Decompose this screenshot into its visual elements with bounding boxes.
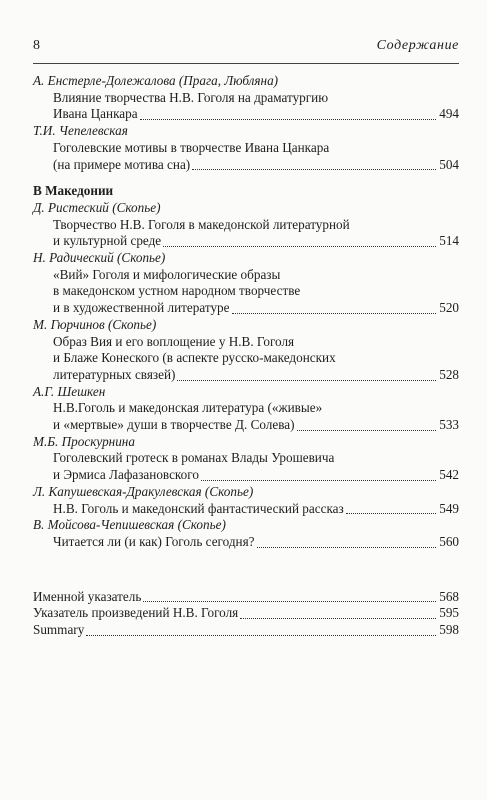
dot-leader <box>192 169 436 170</box>
running-header <box>33 38 459 60</box>
toc-entry-title <box>53 90 459 123</box>
running-title: Содержание <box>376 38 459 53</box>
toc-entry-title <box>53 140 459 173</box>
toc-entry-title <box>53 267 459 317</box>
toc-title-line: Ивана Цанкара <box>53 106 138 122</box>
dot-leader <box>140 119 437 120</box>
toc-page-number: 514 <box>439 233 459 249</box>
toc-title-line: в македонском устном народном творчестве <box>53 283 301 299</box>
back-matter-item <box>33 605 459 622</box>
section-heading: В Македонии <box>33 183 114 199</box>
dot-leader <box>297 430 437 431</box>
toc-title-line: Образ Вия и его воплощение у Н.В. Гоголя <box>53 333 295 349</box>
toc-entry-title <box>53 217 459 250</box>
header-rule <box>33 63 459 64</box>
toc-content <box>33 73 459 639</box>
toc-last-line <box>53 233 459 250</box>
toc-title-line: Н.В. Гоголь и македонский фантастический рассказ <box>53 500 344 516</box>
toc-author: А. Енстерле-Долежалова (Прага, Любляна) <box>33 73 279 88</box>
toc-last-line <box>53 157 459 174</box>
toc-page-number: 533 <box>439 417 459 433</box>
toc-author: Т.И. Чепелевская <box>33 123 128 139</box>
back-matter-label: Summary <box>33 622 85 638</box>
toc-title-line: и «мертвые» души в творчестве Д. Солева) <box>53 417 295 433</box>
toc-title-line: Творчество Н.В. Гоголя в македонской литературной <box>53 216 350 232</box>
toc-page-number: 595 <box>439 605 459 621</box>
toc-page-number: 520 <box>439 300 459 316</box>
toc-last-line <box>53 106 459 123</box>
toc-entry-title <box>53 400 459 433</box>
toc-page-number: 528 <box>439 366 459 382</box>
dot-leader <box>240 618 436 619</box>
toc-author: В. Мойсова-Чепишевская (Скопье) <box>33 517 226 533</box>
toc-title-line: Влияние творчества Н.В. Гоголя на драматургию <box>53 89 329 105</box>
toc-section-entries <box>33 200 459 551</box>
back-matter-item <box>33 622 459 639</box>
toc-last-line <box>53 501 459 518</box>
dot-leader <box>232 313 437 314</box>
toc-page-number: 560 <box>439 533 459 549</box>
toc-title-line: «Вий» Гоголя и мифологические образы <box>53 266 281 282</box>
toc-title-line: и Блаже Конеского (в аспекте русско-македонских <box>53 350 336 366</box>
toc-entry-title <box>53 501 459 518</box>
toc-title-line: Читается ли (и как) Гоголь сегодня? <box>53 533 255 549</box>
toc-page-number: 504 <box>439 156 459 172</box>
back-matter-label: Именной указатель <box>33 588 142 604</box>
toc-last-line <box>53 534 459 551</box>
toc-title-line: и культурной среде <box>53 233 162 249</box>
toc-author: Д. Ристеский (Скопье) <box>33 199 161 215</box>
toc-title-line: Н.В.Гоголь и македонская литература («живые» <box>53 400 323 416</box>
toc-title-line: Гоголевский гротеск в романах Влады Урошевича <box>53 450 335 466</box>
toc-author: М.Б. Проскурнина <box>33 433 135 449</box>
back-matter-list <box>33 589 459 639</box>
toc-last-line <box>53 300 459 317</box>
toc-page-number: 542 <box>439 467 459 483</box>
dot-leader <box>201 480 436 481</box>
dot-leader <box>143 601 436 602</box>
toc-page-number: 598 <box>439 622 459 638</box>
toc-last-line <box>53 367 459 384</box>
toc-last-line <box>53 417 459 434</box>
dot-leader <box>257 547 437 548</box>
toc-top-entries <box>33 73 459 173</box>
section-gap <box>33 173 459 183</box>
toc-title-line: литературных связей) <box>53 366 176 382</box>
toc-title-line: Гоголевские мотивы в творчестве Ивана Цанкара <box>53 139 330 155</box>
back-matter-item <box>33 589 459 606</box>
toc-author: Л. Капушевская-Дракулевская (Скопье) <box>33 483 254 499</box>
back-matter-label: Указатель произведений Н.В. Гоголя <box>33 605 239 621</box>
toc-last-line <box>53 467 459 484</box>
toc-author: М. Гюрчинов (Скопье) <box>33 316 157 332</box>
dot-leader <box>86 635 436 636</box>
dot-leader <box>346 513 436 514</box>
toc-author: А.Г. Шешкен <box>33 383 106 399</box>
dot-leader <box>177 380 436 381</box>
toc-title-line: и Эрмиса Лафазановского <box>53 467 199 483</box>
toc-title-line: (на примере мотива сна) <box>53 156 191 172</box>
page-number: 8 <box>33 38 40 53</box>
toc-title-line: и в художественной литературе <box>53 300 230 316</box>
dot-leader <box>163 246 436 247</box>
toc-page-number: 494 <box>439 106 459 122</box>
toc-page-number: 549 <box>439 500 459 516</box>
toc-entry-title <box>53 334 459 384</box>
toc-entry-title <box>53 534 459 551</box>
toc-author: Н. Радический (Скопье) <box>33 250 166 266</box>
toc-entry-title <box>53 450 459 483</box>
toc-page-number: 568 <box>439 588 459 604</box>
